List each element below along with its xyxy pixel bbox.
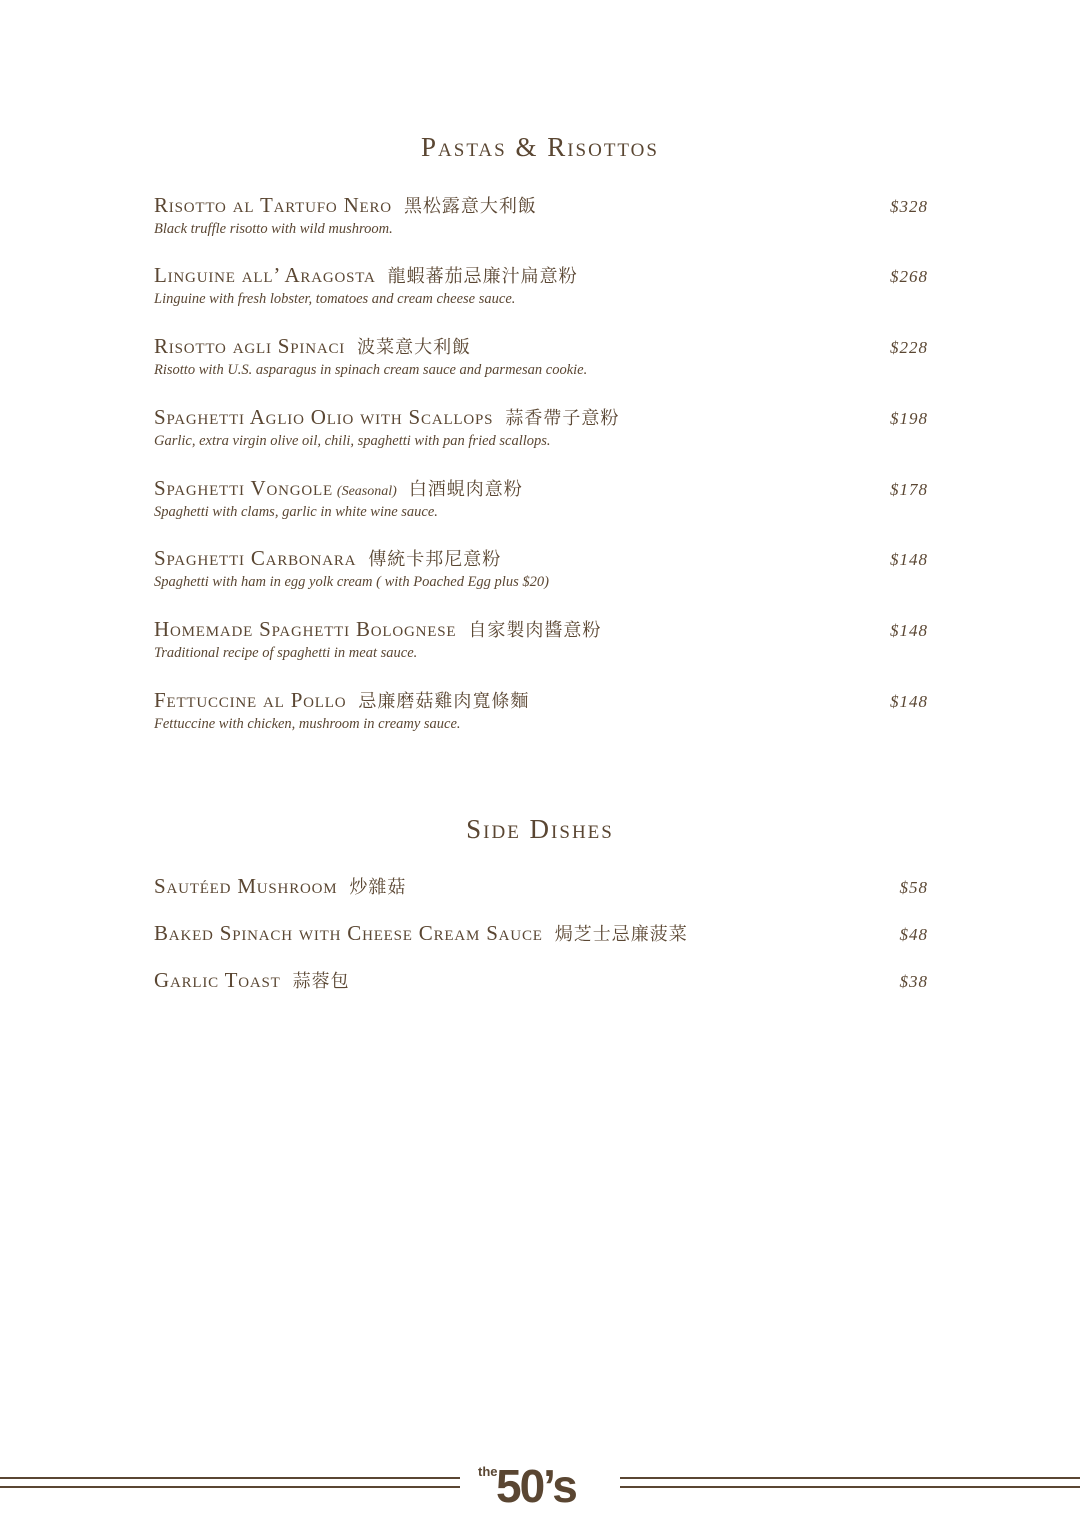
item-name-en: Garlic Toast	[154, 968, 281, 992]
item-name-en: Risotto agli Spinaci	[154, 334, 346, 358]
item-name-en: Spaghetti Vongole	[154, 476, 333, 500]
item-name	[154, 920, 688, 946]
item-name-zh: 白酒蜆肉意粉	[408, 479, 523, 500]
menu-item	[154, 404, 928, 450]
item-name	[154, 262, 578, 288]
item-price: $48	[899, 925, 928, 944]
item-name	[154, 404, 619, 430]
item-price: $178	[890, 480, 928, 499]
footer	[0, 1456, 1080, 1506]
the-50s-logo	[476, 1456, 600, 1506]
item-description: Risotto with U.S. asparagus in spinach cream sauce and parmesan cookie.	[154, 362, 588, 378]
item-name-zh: 忌廉磨菇雞肉寬條麵	[358, 691, 530, 712]
menu-item	[154, 192, 928, 238]
item-price: $38	[899, 972, 928, 991]
footer-rule-right	[620, 1477, 1080, 1488]
menu-item	[154, 262, 928, 308]
item-name	[154, 545, 501, 571]
item-name	[154, 475, 523, 501]
logo-small-text: the	[478, 1464, 498, 1479]
item-price: $198	[890, 409, 928, 428]
item-name-zh: 蒜香帶子意粉	[505, 408, 620, 429]
item-name-en: Spaghetti Aglio Olio with Scallops	[154, 405, 494, 429]
menu-item	[154, 920, 928, 946]
item-name-en: Baked Spinach with Cheese Cream Sauce	[154, 921, 543, 945]
item-price: $328	[890, 197, 928, 216]
item-price: $268	[890, 267, 928, 286]
item-description: Black truffle risotto with wild mushroom.	[154, 221, 393, 237]
menu-item	[154, 545, 928, 591]
item-name-en: Risotto al Tartufo Nero	[154, 193, 392, 217]
item-name-zh: 龍蝦蕃茄忌廉汁扁意粉	[387, 266, 578, 287]
menu-item	[154, 873, 928, 899]
item-name	[154, 333, 471, 359]
item-description: Garlic, extra virgin olive oil, chili, spaghetti with pan fried scallops.	[154, 433, 551, 449]
item-name	[154, 687, 529, 713]
item-name-zh: 自家製肉醬意粉	[468, 620, 602, 641]
logo-main-text: 50’s	[496, 1460, 576, 1506]
sides-section-title: Side Dishes	[466, 814, 614, 844]
item-price: $228	[890, 338, 928, 357]
item-description: Spaghetti with clams, garlic in white wine sauce.	[154, 504, 438, 520]
item-price: $148	[890, 550, 928, 569]
item-price: $148	[890, 621, 928, 640]
item-description: Spaghetti with ham in egg yolk cream ( with Poached Egg plus $20)	[154, 574, 549, 590]
item-name-zh: 蒜蓉包	[292, 971, 350, 992]
item-name	[154, 873, 406, 899]
item-note: (Seasonal)	[336, 484, 397, 499]
item-name-zh: 黑松露意大利飯	[403, 196, 537, 217]
item-name-en: Linguine all’ Aragosta	[154, 263, 376, 287]
menu-item	[154, 616, 928, 662]
item-name-zh: 焗芝士忌廉菠菜	[554, 924, 688, 945]
menu-item	[154, 475, 928, 521]
item-name-zh: 波菜意大利飯	[357, 337, 472, 358]
item-name-zh: 炒雜菇	[349, 877, 407, 898]
item-name	[154, 616, 601, 642]
item-name	[154, 192, 537, 218]
item-description: Traditional recipe of spaghetti in meat sauce.	[154, 645, 418, 661]
item-name-en: Fettuccine al Pollo	[154, 688, 347, 712]
footer-rule-left	[0, 1477, 460, 1488]
pastas-section-title: Pastas & Risottos	[421, 132, 659, 162]
item-description: Fettuccine with chicken, mushroom in creamy sauce.	[154, 716, 461, 732]
item-name-en: Homemade Spaghetti Bolognese	[154, 617, 457, 641]
item-price: $58	[899, 878, 928, 897]
item-name-en: Spaghetti Carbonara	[154, 546, 357, 570]
item-name	[154, 967, 350, 993]
menu-item	[154, 333, 928, 379]
item-price: $148	[890, 692, 928, 711]
item-name-zh: 傳統卡邦尼意粉	[368, 549, 502, 570]
item-name-en: Sautéed Mushroom	[154, 874, 338, 898]
menu-item	[154, 967, 928, 993]
menu-item	[154, 687, 928, 733]
item-description: Linguine with fresh lobster, tomatoes and cream cheese sauce.	[154, 291, 516, 307]
